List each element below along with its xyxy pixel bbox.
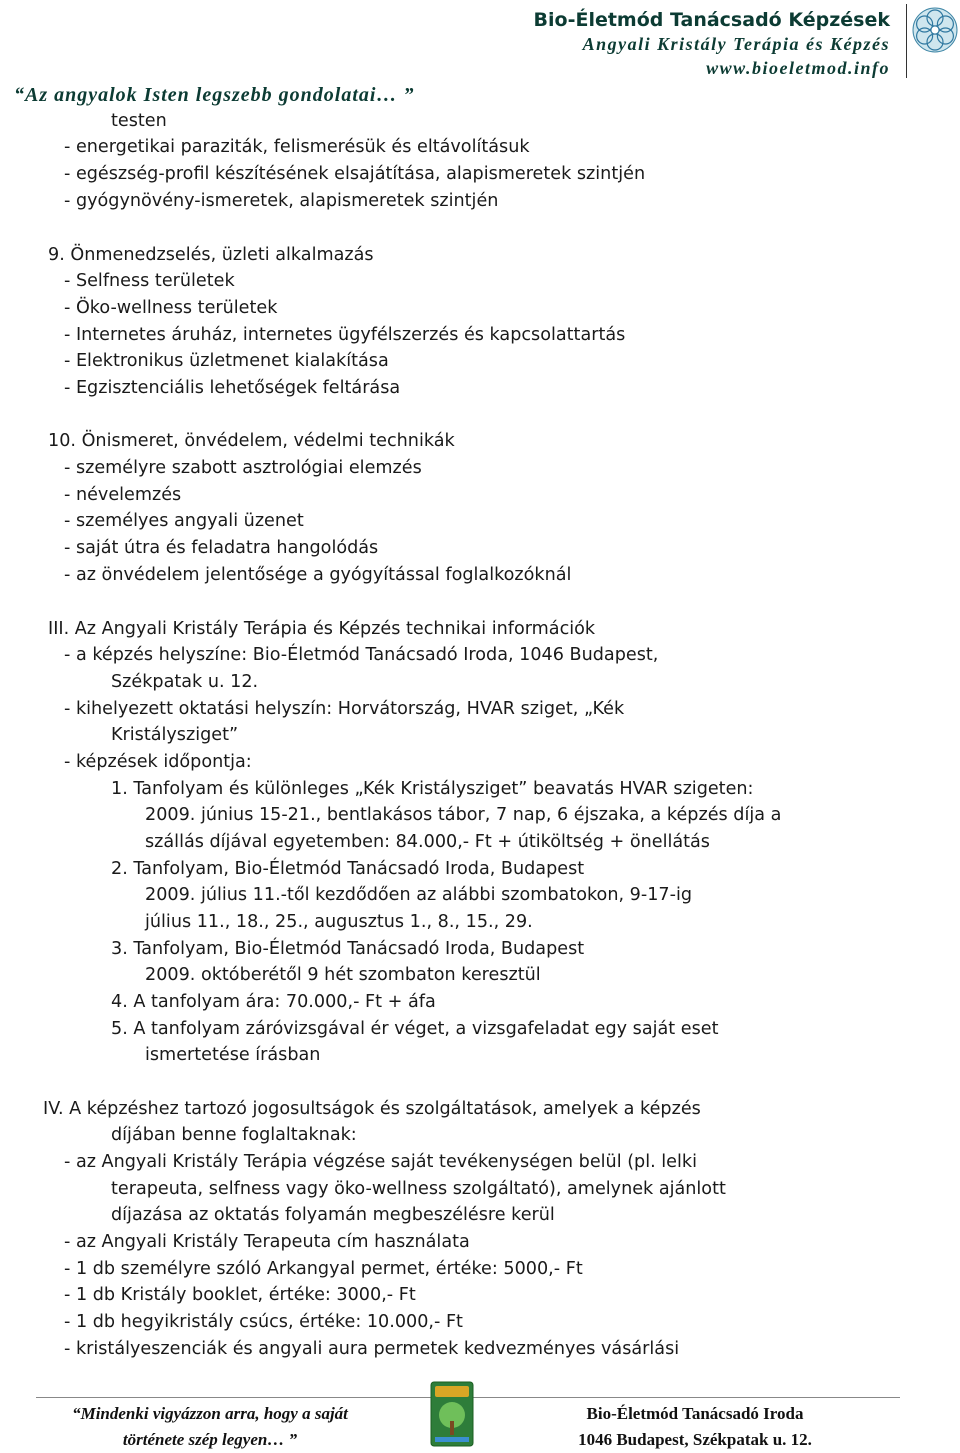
text-line: 2009. június 15-21., bentlakásos tábor, 7 nap, 6 éjszaka, a képzés díja a — [145, 805, 782, 825]
text-line: Kristálysziget” — [111, 725, 239, 745]
text-line: - az Angyali Kristály Terapeuta cím használata — [64, 1232, 470, 1252]
section-heading: IV. A képzéshez tartozó jogosultságok és szolgáltatások, amelyek a képzés — [43, 1099, 701, 1119]
footer-quote — [40, 1401, 380, 1453]
footer-quote-line1: “Mindenki vigyázzon arra, hogy a saját — [72, 1404, 348, 1423]
list-item: 5. A tanfolyam záróvizsgával ér véget, a vizsgafeladat egy saját eset — [111, 1019, 719, 1039]
text-line: - Öko-wellness területek — [64, 298, 278, 318]
footer-address — [555, 1401, 835, 1453]
text-line: - Egzisztenciális lehetőségek feltárása — [64, 378, 401, 398]
tagline: “Az angyalok Isten legszebb gondolatai… ” — [14, 84, 415, 106]
text-line: díjazása az oktatás folyamán megbeszélésre kerül — [111, 1205, 555, 1225]
header-divider — [906, 4, 907, 78]
text-line: - az Angyali Kristály Terápia végzése saját tevékenységen belül (pl. lelki — [64, 1152, 697, 1172]
footer-office-address: 1046 Budapest, Székpatak u. 12. — [578, 1430, 812, 1449]
mandala-logo-icon — [911, 6, 959, 54]
text-line: - névelemzés — [64, 485, 182, 505]
text-line: - képzések időpontja: — [64, 752, 252, 772]
text-line: - egészség-profil készítésének elsajátítása, alapismeretek szintjén — [64, 164, 646, 184]
text-line: - kihelyezett oktatási helyszín: Horvátország, HVAR sziget, „Kék — [64, 699, 625, 719]
text-line: - kristályeszenciák és angyali aura permetek kedvezményes vásárlási — [64, 1339, 680, 1359]
text-line: ismertetése írásban — [145, 1045, 321, 1065]
footer-quote-line2: története szép legyen… ” — [122, 1430, 298, 1449]
text-line: Székpatak u. 12. — [111, 672, 259, 692]
text-line: - energetikai paraziták, felismerésük és eltávolításuk — [64, 137, 530, 157]
text-line: - Internetes áruház, internetes ügyfélszerzés és kapcsolattartás — [64, 325, 626, 345]
text-line: - saját útra és feladatra hangolódás — [64, 538, 379, 558]
text-line: - személyre szabott asztrológiai elemzés — [64, 458, 422, 478]
text-line: - 1 db Kristály booklet, értéke: 3000,- Ft — [64, 1285, 416, 1305]
text-line: - személyes angyali üzenet — [64, 511, 304, 531]
header-org-name: Bio-Életmód Tanácsadó Képzések — [533, 9, 890, 31]
text-line: - az önvédelem jelentősége a gyógyítással foglalkozóknál — [64, 565, 572, 585]
text-line: 2009. októberétől 9 hét szombaton keresztül — [145, 965, 541, 985]
document-header — [534, 8, 890, 80]
footer-office-name: Bio-Életmód Tanácsadó Iroda — [586, 1404, 804, 1423]
bio-eletmod-logo-icon — [430, 1381, 474, 1447]
text-line: - a képzés helyszíne: Bio-Életmód Tanácsadó Iroda, 1046 Budapest, — [64, 645, 659, 665]
text-line: - Selfness területek — [64, 271, 235, 291]
text-line: 2009. július 11.-től kezdődően az alábbi szombatokon, 9-17-ig — [145, 885, 692, 905]
text-line: terapeuta, selfness vagy öko-wellness szolgáltató), amelynek ajánlott — [111, 1179, 726, 1199]
list-item: 1. Tanfolyam és különleges „Kék Kristálysziget” beavatás HVAR szigeten: — [111, 779, 754, 799]
list-item: 2. Tanfolyam, Bio-Életmód Tanácsadó Iroda, Budapest — [111, 859, 585, 879]
section-heading: 9. Önmenedzselés, üzleti alkalmazás — [48, 245, 374, 265]
header-website: www.bioeletmod.info — [706, 58, 890, 78]
text-line: - 1 db hegyikristály csúcs, értéke: 10.000,- Ft — [64, 1312, 463, 1332]
text-line: díjában benne foglaltaknak: — [111, 1125, 357, 1145]
text-line: szállás díjával egyetemben: 84.000,- Ft + útiköltség + önellátás — [145, 832, 710, 852]
list-item: 3. Tanfolyam, Bio-Életmód Tanácsadó Iroda, Budapest — [111, 939, 585, 959]
section-heading: 10. Önismeret, önvédelem, védelmi technikák — [48, 431, 455, 451]
text-line: - gyógynövény-ismeretek, alapismeretek szintjén — [64, 191, 499, 211]
text-line: - Elektronikus üzletmenet kialakítása — [64, 351, 389, 371]
list-item: 4. A tanfolyam ára: 70.000,- Ft + áfa — [111, 992, 436, 1012]
text-line: - 1 db személyre szóló Arkangyal permet, értéke: 5000,- Ft — [64, 1259, 583, 1279]
section-heading: III. Az Angyali Kristály Terápia és Képzés technikai információk — [48, 619, 596, 639]
text-line: július 11., 18., 25., augusztus 1., 8., 15., 29. — [145, 912, 533, 932]
header-program-name: Angyali Kristály Terápia és Képzés — [582, 34, 890, 54]
text-line: testen — [111, 111, 167, 131]
